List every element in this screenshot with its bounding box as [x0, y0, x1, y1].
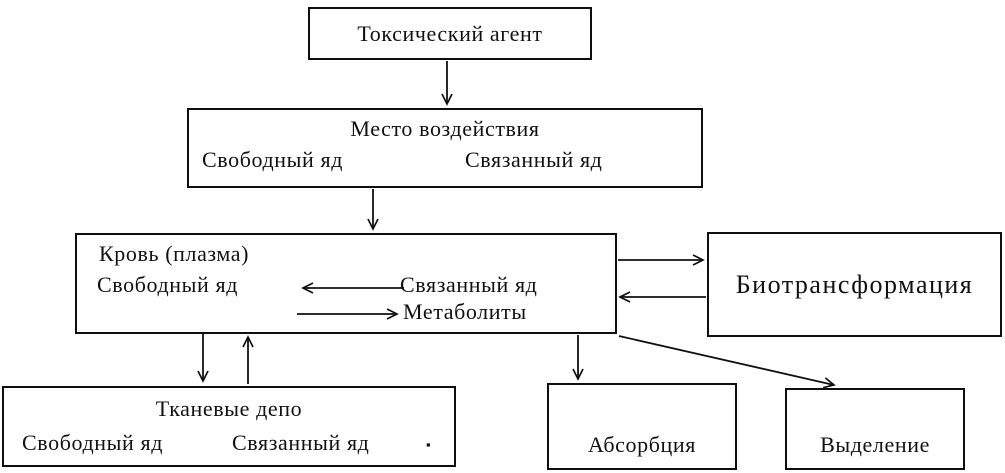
artifact-dot: ▪ — [426, 437, 431, 452]
tissue-free-poison-label: Свободный яд — [22, 430, 164, 455]
absorption-label: Абсорбция — [588, 432, 696, 457]
node-site-of-action — [187, 108, 703, 188]
blood-bound-poison-label: Связанный яд — [400, 272, 538, 297]
tissue-depot-title: Тканевые депо — [155, 396, 303, 421]
node-biotransformation — [707, 232, 1002, 337]
blood-free-poison-label: Свободный яд — [97, 272, 239, 297]
blood-metabolites-label: Метаболиты — [403, 299, 527, 324]
node-toxic-agent — [308, 7, 592, 60]
node-excretion — [785, 388, 965, 470]
blood-title: Кровь (плазма) — [99, 241, 250, 266]
site-free-poison-label: Свободный яд — [202, 147, 344, 172]
biotransformation-label: Биотрансформация — [735, 269, 974, 299]
node-tissue-depot — [2, 386, 456, 467]
site-bound-poison-label: Связанный яд — [465, 147, 603, 172]
toxic-agent-label: Токсический агент — [357, 20, 543, 46]
tissue-bound-poison-label: Связанный яд — [232, 430, 370, 455]
site-of-action-title: Место воздействия — [350, 116, 540, 141]
node-absorption — [547, 383, 737, 470]
node-blood-plasma — [75, 233, 617, 334]
excretion-label: Выделение — [820, 432, 930, 457]
arrow-blood-to-excretion — [619, 336, 834, 385]
